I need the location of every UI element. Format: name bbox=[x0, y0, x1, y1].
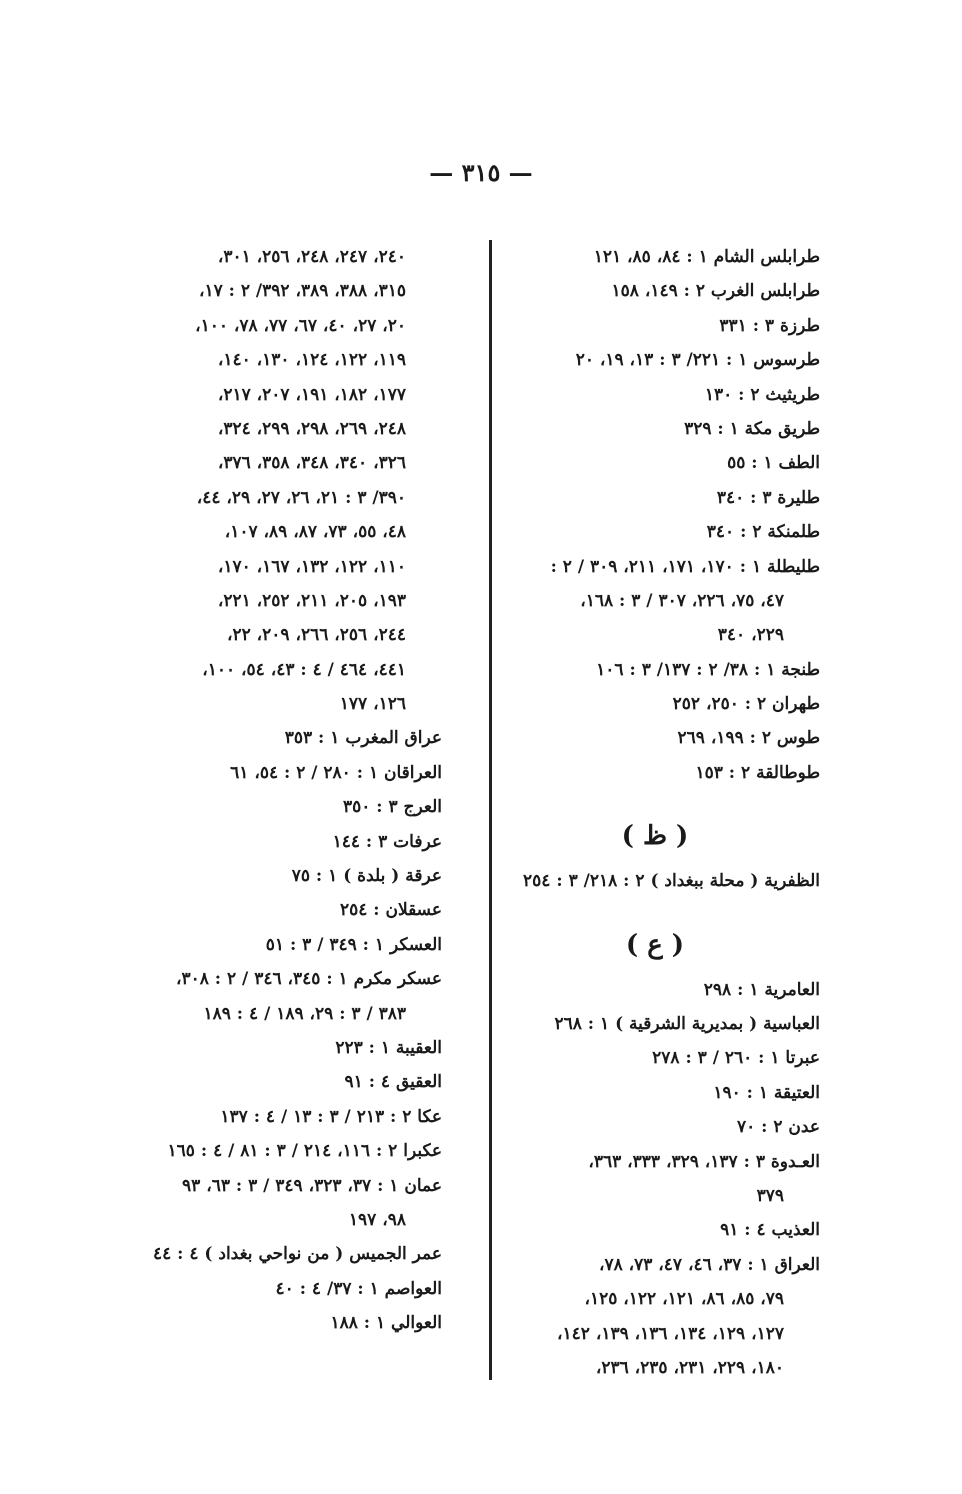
index-entry-line: طرابلس الشام ١ : ٨٤، ٨٥، ١٢١ bbox=[593, 247, 820, 267]
index-entry-line: ٤٨، ٥٥، ٧٣، ٨٧، ٨٩، ١٠٧، bbox=[224, 522, 406, 543]
index-entry-line: ٤٤١، ٤٦٤ / ٤ : ٤٣، ٥٤، ١٠٠، bbox=[202, 659, 406, 680]
index-entry-line: ٣١٥، ٣٨٨، ٣٨٩، ٣٩٢/ ٢ : ١٧، bbox=[198, 281, 406, 302]
index-entry-line: ١٢٧، ١٢٩، ١٣٤، ١٣٦، ١٣٩، ١٤٢، bbox=[557, 1323, 784, 1344]
index-entry-line: ٢٤٨، ٢٦٩، ٢٩٨، ٢٩٩، ٣٢٤، bbox=[217, 418, 406, 439]
index-column-left bbox=[112, 240, 442, 1341]
index-entry-line: العراقان ١ : ٢٨٠ / ٢ : ٥٤، ٦١ bbox=[230, 762, 442, 783]
index-entry-line: طوس ٢ : ١٩٩، ٢٦٩ bbox=[677, 728, 820, 749]
index-entry-line: ١٢٦، ١٧٧ bbox=[339, 694, 406, 715]
index-entry-line: العقيبة ١ : ٢٢٣ bbox=[335, 1037, 442, 1058]
index-entry-line: عمان ١ : ٣٧، ٣٢٣، ٣٤٩ / ٣ : ٦٣، ٩٣ bbox=[182, 1175, 442, 1196]
index-entry-line: العتيقة ١ : ١٩٠ bbox=[713, 1082, 820, 1103]
index-column-right bbox=[490, 240, 820, 1385]
index-entry-line: ١٧٧، ١٨٢، ١٩١، ٢٠٧، ٢١٧، bbox=[217, 384, 406, 405]
index-entry-line: ٧٩، ٨٥، ٨٦، ١٢١، ١٢٢، ١٢٥، bbox=[584, 1289, 784, 1310]
index-entry-line: طليطلة ١ : ١٧٠، ١٧١، ٢١١، ٣٠٩ / ٢ : bbox=[550, 556, 820, 577]
section-letter-za: ( ظ ) bbox=[621, 821, 689, 852]
index-entry-line: عسقلان : ٢٥٤ bbox=[339, 900, 442, 921]
index-entry-line: ٣٨٣ / ٣ : ٢٩، ١٨٩ / ٤ : ١٨٩ bbox=[203, 1003, 406, 1024]
index-entry-line: العسكر ١ : ٣٤٩ / ٣ : ٥١ bbox=[265, 934, 442, 955]
index-block-ayn bbox=[490, 973, 820, 1386]
index-entry-line: العوالي ١ : ١٨٨ bbox=[330, 1313, 442, 1334]
index-entry-line: ١٨٠، ٢٢٩، ٢٣١، ٢٣٥، ٢٣٦، bbox=[595, 1357, 784, 1378]
index-entry-line: عكبرا ٢ : ١١٦، ٢١٤ / ٣ : ٨١ / ٤ : ١٦٥ bbox=[167, 1141, 442, 1162]
index-entry-line: طرسوس ١ : ٢٢١/ ٣ : ١٣، ١٩، ٢٠ bbox=[575, 350, 820, 371]
section-letter-ayn: ( ع ) bbox=[625, 929, 685, 960]
index-entry-line: ٢٤٠، ٢٤٧، ٢٤٨، ٢٥٦، ٣٠١، bbox=[217, 247, 406, 267]
index-entry-line: عمر الجميس ( من نواحي بغداد ) ٤ : ٤٤ bbox=[152, 1244, 442, 1265]
index-block-ta bbox=[490, 240, 820, 790]
index-entry-line: طرزة ٣ : ٣٣١ bbox=[719, 315, 820, 336]
index-entry-line: ١١٩، ١٢٢، ١٢٤، ١٣٠، ١٤٠، bbox=[217, 350, 406, 371]
index-entry-line: ٢٠، ٢٧، ٤٠، ٦٧، ٧٧، ٧٨، ١٠٠، bbox=[195, 315, 406, 336]
index-entry-line: العراق ١ : ٣٧، ٤٦، ٤٧، ٧٣، ٧٨، bbox=[598, 1254, 820, 1275]
index-entry-line: ٢٤٤، ٢٥٦، ٢٦٦، ٢٠٩، ٢٢، bbox=[226, 625, 406, 646]
index-entry-line: طهران ٢ : ٢٥٠، ٢٥٢ bbox=[672, 694, 820, 715]
index-entry-line: العباسية ( بمديرية الشرقية ) ١ : ٢٦٨ bbox=[554, 1014, 820, 1035]
index-entry-line: طوطالقة ٢ : ١٥٣ bbox=[695, 762, 820, 783]
index-entry-line: ٢٢٩، ٣٤٠ bbox=[717, 625, 784, 646]
index-entry-line: ٣٧٩ bbox=[756, 1185, 784, 1206]
index-entry-line: ٣٩٠/ ٣ : ٢١، ٢٦، ٢٧، ٢٩، ٤٤، bbox=[196, 487, 406, 508]
index-entry-line: طرابلس الغرب ٢ : ١٤٩، ١٥٨ bbox=[611, 281, 820, 302]
index-entry-line: عكا ٢ : ٢١٣ / ٣ : ١٣ / ٤ : ١٣٧ bbox=[220, 1106, 442, 1127]
index-entry-line: العذيب ٤ : ٩١ bbox=[720, 1220, 820, 1241]
index-entry-line: عسكر مكرم ١ : ٣٤٥، ٣٤٦ / ٢ : ٣٠٨، bbox=[175, 969, 442, 990]
index-entry-line: عدن ٢ : ٧٠ bbox=[736, 1117, 820, 1138]
index-entry-line: ١١٠، ١٢٢، ١٣٢، ١٦٧، ١٧٠، bbox=[217, 556, 406, 577]
index-block-za bbox=[490, 864, 820, 898]
index-entry-line: العقيق ٤ : ٩١ bbox=[344, 1072, 442, 1093]
index-entry-line: الطف ١ : ٥٥ bbox=[727, 453, 820, 474]
index-entry-line: طريق مكة ١ : ٣٢٩ bbox=[684, 418, 820, 439]
index-entry-line: ١٩٣، ٢٠٥، ٢١١، ٢٥٢، ٢٢١، bbox=[217, 590, 406, 611]
index-entry-line: عرفات ٣ : ١٤٤ bbox=[332, 831, 442, 852]
page-number: — ٣١٥ — bbox=[429, 158, 533, 187]
index-entry-line: ٣٢٦، ٣٤٠، ٣٤٨، ٣٥٨، ٣٧٦، bbox=[217, 453, 406, 474]
index-entry-line: طلمنكة ٢ : ٣٤٠ bbox=[706, 522, 820, 543]
index-entry-line: العواصم ١ : ٣٧/ ٤ : ٤٠ bbox=[275, 1278, 442, 1299]
index-entry-line: طنجة ١ : ٣٨/ ٢ : ١٣٧/ ٣ : ١٠٦ bbox=[596, 659, 820, 680]
index-entry-line: العامرية ١ : ٢٩٨ bbox=[703, 979, 820, 1000]
index-entry-line: العـدوة ٣ : ١٣٧، ٣٢٩، ٣٣٣، ٣٦٣، bbox=[588, 1151, 820, 1172]
index-entry-line: العرج ٣ : ٣٥٠ bbox=[342, 797, 442, 818]
index-entry-line: عبرتا ١ : ٢٦٠ / ٣ : ٢٧٨ bbox=[652, 1048, 820, 1069]
index-entry-line: عرقة ( بلدة ) ١ : ٧٥ bbox=[291, 866, 442, 887]
index-entry-line: طليرة ٣ : ٣٤٠ bbox=[716, 487, 820, 508]
index-entry-line: الظفرية ( محلة ببغداد ) ٢ : ٢١٨/ ٣ : ٢٥٤ bbox=[523, 871, 820, 892]
index-entry-line: طريثيث ٢ : ١٣٠ bbox=[704, 384, 820, 405]
index-entry-line: عراق المغرب ١ : ٣٥٣ bbox=[284, 728, 442, 749]
index-entry-line: ٤٧، ٧٥، ٢٢٦، ٣٠٧ / ٣ : ١٦٨، bbox=[580, 590, 784, 611]
index-entry-line: ٩٨، ١٩٧ bbox=[348, 1209, 406, 1230]
